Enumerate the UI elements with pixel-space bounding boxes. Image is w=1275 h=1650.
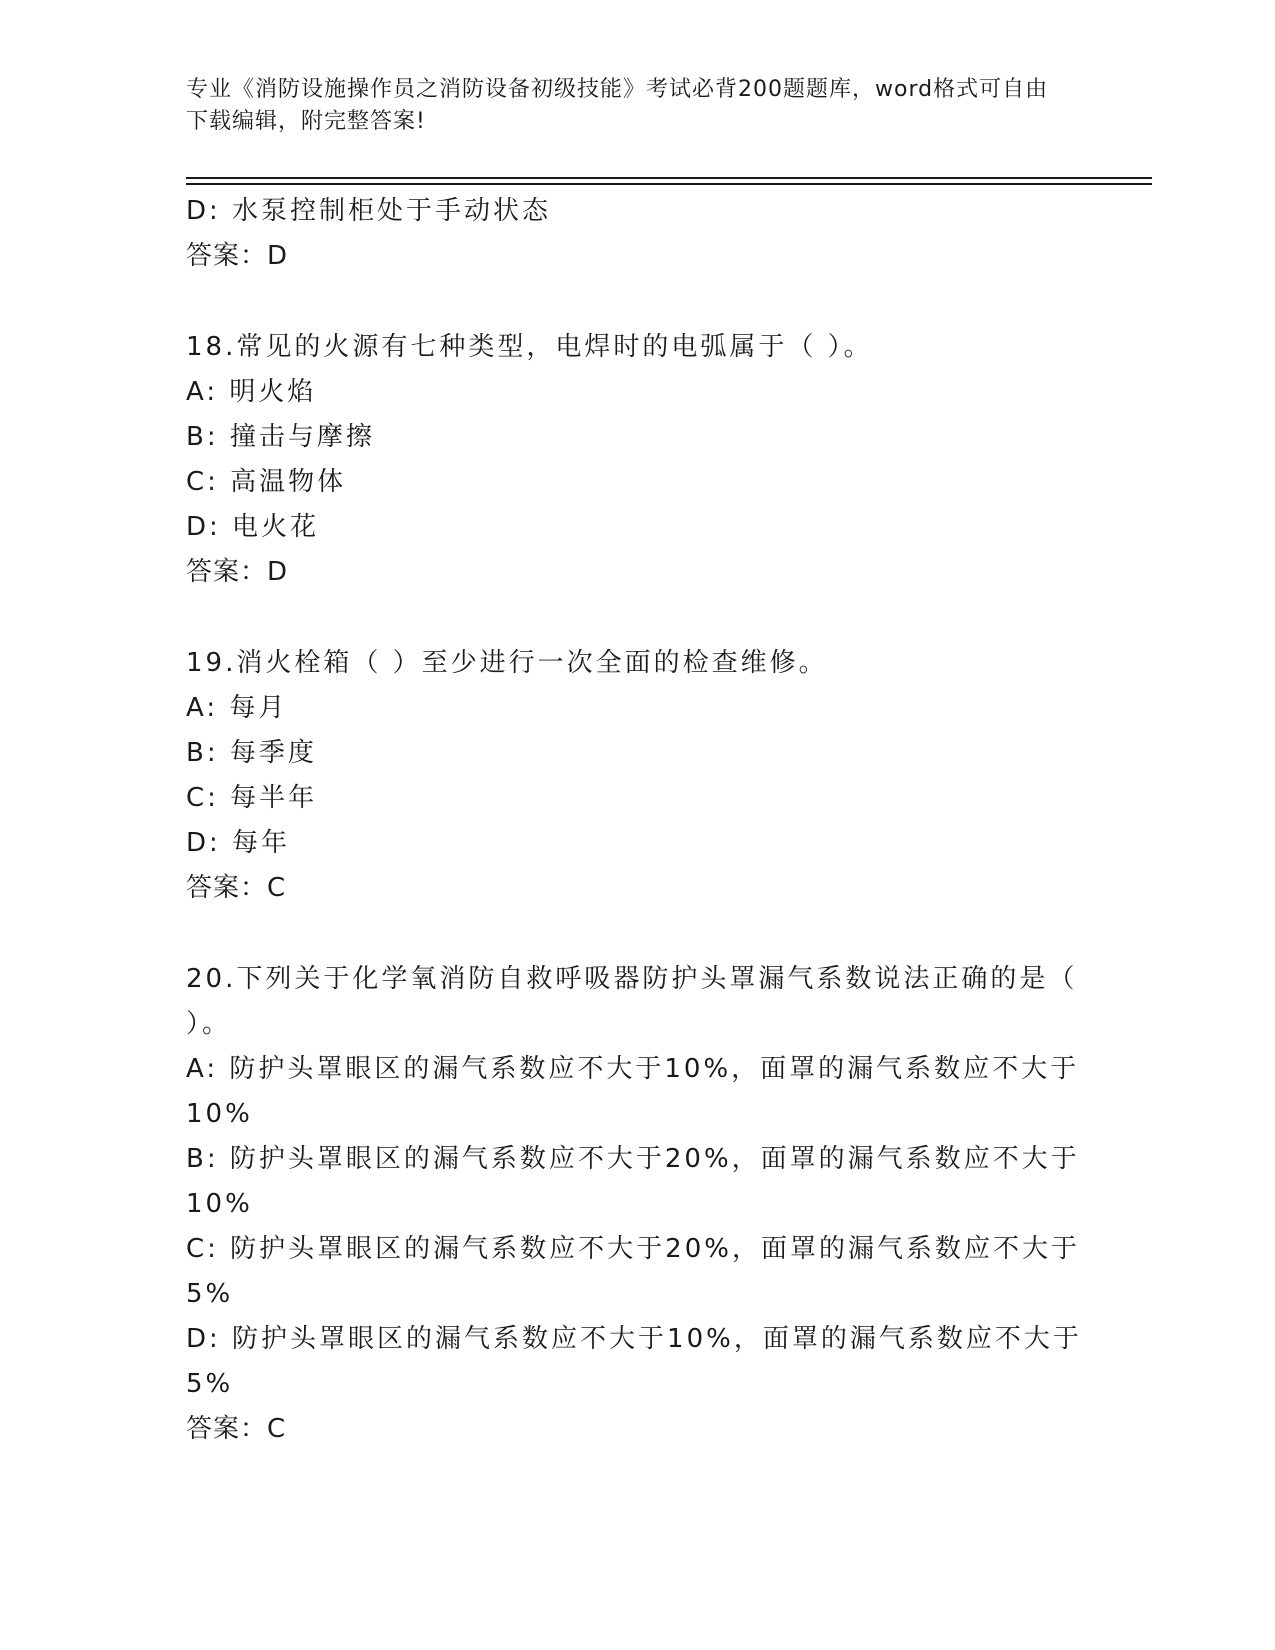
question-stem: 18.常见的火源有七种类型，电焊时的电弧属于（ ）。 bbox=[186, 332, 873, 362]
question-stem: 20.下列关于化学氧消防自救呼吸器防护头罩漏气系数说法正确的是（ ）。 bbox=[186, 964, 1078, 1039]
header-divider-top bbox=[186, 177, 1152, 179]
answer-line: 答案：C bbox=[186, 873, 287, 903]
option-b: B: 防护头罩眼区的漏气系数应不大于20%，面罩的漏气系数应不大于10% bbox=[186, 1144, 1080, 1219]
option-c: C: 防护头罩眼区的漏气系数应不大于20%，面罩的漏气系数应不大于5% bbox=[186, 1234, 1080, 1309]
option-d: D: 水泵控制柜处于手动状态 bbox=[186, 196, 552, 226]
question-18 bbox=[186, 325, 1086, 595]
option-a: A: 明火焰 bbox=[186, 377, 317, 407]
answer-line: 答案：C bbox=[186, 1414, 287, 1444]
question-20 bbox=[186, 957, 1086, 1452]
option-a: A: 每月 bbox=[186, 693, 288, 723]
document-header: 专业《消防设施操作员之消防设备初级技能》考试必背200题题库，word格式可自由下载编辑，附完整答案! bbox=[186, 77, 1049, 134]
answer-line: 答案：D bbox=[186, 557, 289, 587]
option-b: B: 每季度 bbox=[186, 738, 317, 768]
option-d: D: 防护头罩眼区的漏气系数应不大于10%，面罩的漏气系数应不大于5% bbox=[186, 1324, 1082, 1399]
question-content bbox=[186, 189, 1086, 1452]
header-divider-bottom bbox=[186, 183, 1152, 185]
question-stem: 19.消火栓箱（ ）至少进行一次全面的检查维修。 bbox=[186, 648, 828, 678]
answer-line: 答案：D bbox=[186, 241, 289, 271]
option-c: C: 高温物体 bbox=[186, 467, 347, 497]
option-a: A: 防护头罩眼区的漏气系数应不大于10%，面罩的漏气系数应不大于10% bbox=[186, 1054, 1080, 1129]
option-b: B: 撞击与摩擦 bbox=[186, 422, 375, 452]
previous-question-continuation bbox=[186, 189, 1086, 279]
question-19 bbox=[186, 641, 1086, 911]
option-c: C: 每半年 bbox=[186, 783, 318, 813]
option-d: D: 每年 bbox=[186, 828, 291, 858]
option-d: D: 电火花 bbox=[186, 512, 320, 542]
